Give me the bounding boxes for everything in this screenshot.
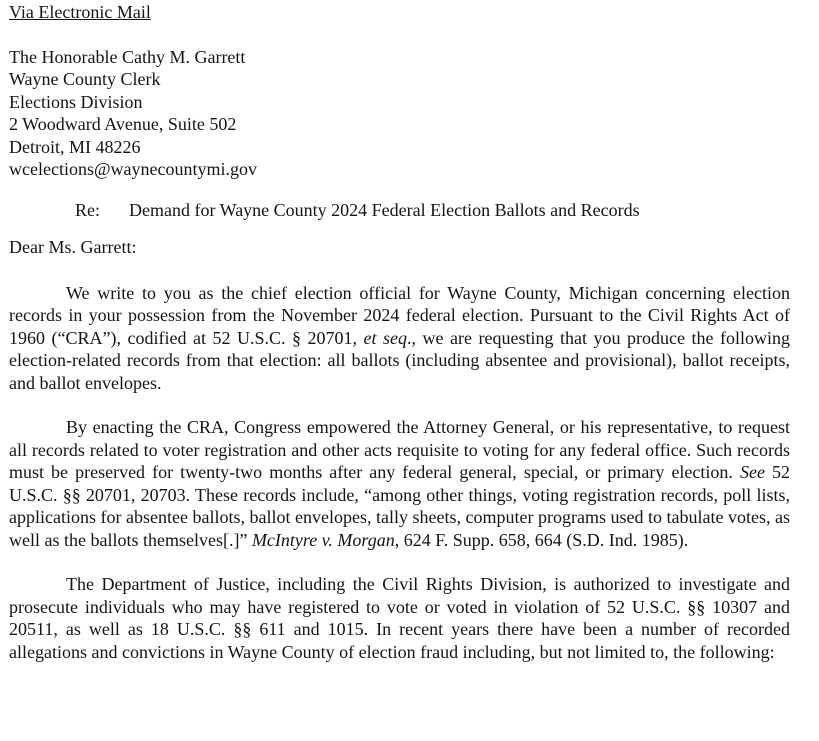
recipient-email: wcelections@waynecountymi.gov xyxy=(9,159,258,179)
recipient-division: Elections Division xyxy=(9,91,143,112)
paragraph-2-text-continued: 52 U.S.C. §§ 20701, 20703. These records include, “among other things, voting registration records, poll lists, applications for absentee ballots, ballot envelopes, tally sheets, computer programs used to tabulate votes, as well as the ballots themselves[.]” xyxy=(9,462,791,550)
paragraph-1-text: We write to you as the chief election official for Wayne County, Michigan concerning election records in your possession from the November 2024 federal election. Pursuant to the Civil Rights Act of 1960 (“CRA”), codified at 52 U.S.C. § 20701, xyxy=(9,282,790,348)
recipient-name: The Honorable Cathy M. Garrett xyxy=(9,46,246,67)
recipient-address-block xyxy=(9,46,790,181)
paragraph-1-text-continued: ., we are requesting that you produce the following election-related records from that election: all ballots (including absentee and provisional), ballot receipts, and ballot envelopes. xyxy=(9,327,791,393)
subject-line xyxy=(9,199,790,222)
paragraph-2-text: By enacting the CRA, Congress empowered the Attorney General, or his representative, to request all records related to voter registration and other acts requisite to voting for any federal office. Such records must be preserved for twenty-two months after any federal general, special, or primary election. xyxy=(9,417,790,482)
paragraph-2 xyxy=(9,416,790,551)
salutation: Dear Ms. Garrett: xyxy=(9,237,137,257)
paragraph-1-citation-italic: et seq xyxy=(363,327,408,348)
recipient-city: Detroit, MI 48226 xyxy=(9,136,141,157)
letter-page xyxy=(9,1,790,681)
paragraph-2-case-citation: , 624 F. Supp. 658, 664 (S.D. Ind. 1985). xyxy=(394,529,689,550)
paragraph-3 xyxy=(9,573,790,663)
paragraph-2-signal-italic: See xyxy=(739,462,765,482)
paragraph-3-text: The Department of Justice, including the Civil Rights Division, is authorized to investigate and prosecute individuals who may have registered to vote or voted in violation of 52 U.S.C. §§ 10307 and 20511, as well as 18 U.S.C. §§ 611 and 1015. In recent years there have been a number of recorded allegations and convictions in Wayne County of election fraud including, but not limited to, the following: xyxy=(9,574,790,662)
subject-text: Demand for Wayne County 2024 Federal Election Ballots and Records xyxy=(129,199,640,220)
delivery-method: Via Electronic Mail xyxy=(9,2,151,22)
paragraph-1 xyxy=(9,282,790,395)
subject-label: Re: xyxy=(75,199,100,220)
recipient-street: 2 Woodward Avenue, Suite 502 xyxy=(9,114,237,134)
recipient-title: Wayne County Clerk xyxy=(9,69,161,89)
paragraph-2-case-name-italic: McIntyre v. Morgan xyxy=(251,529,395,550)
